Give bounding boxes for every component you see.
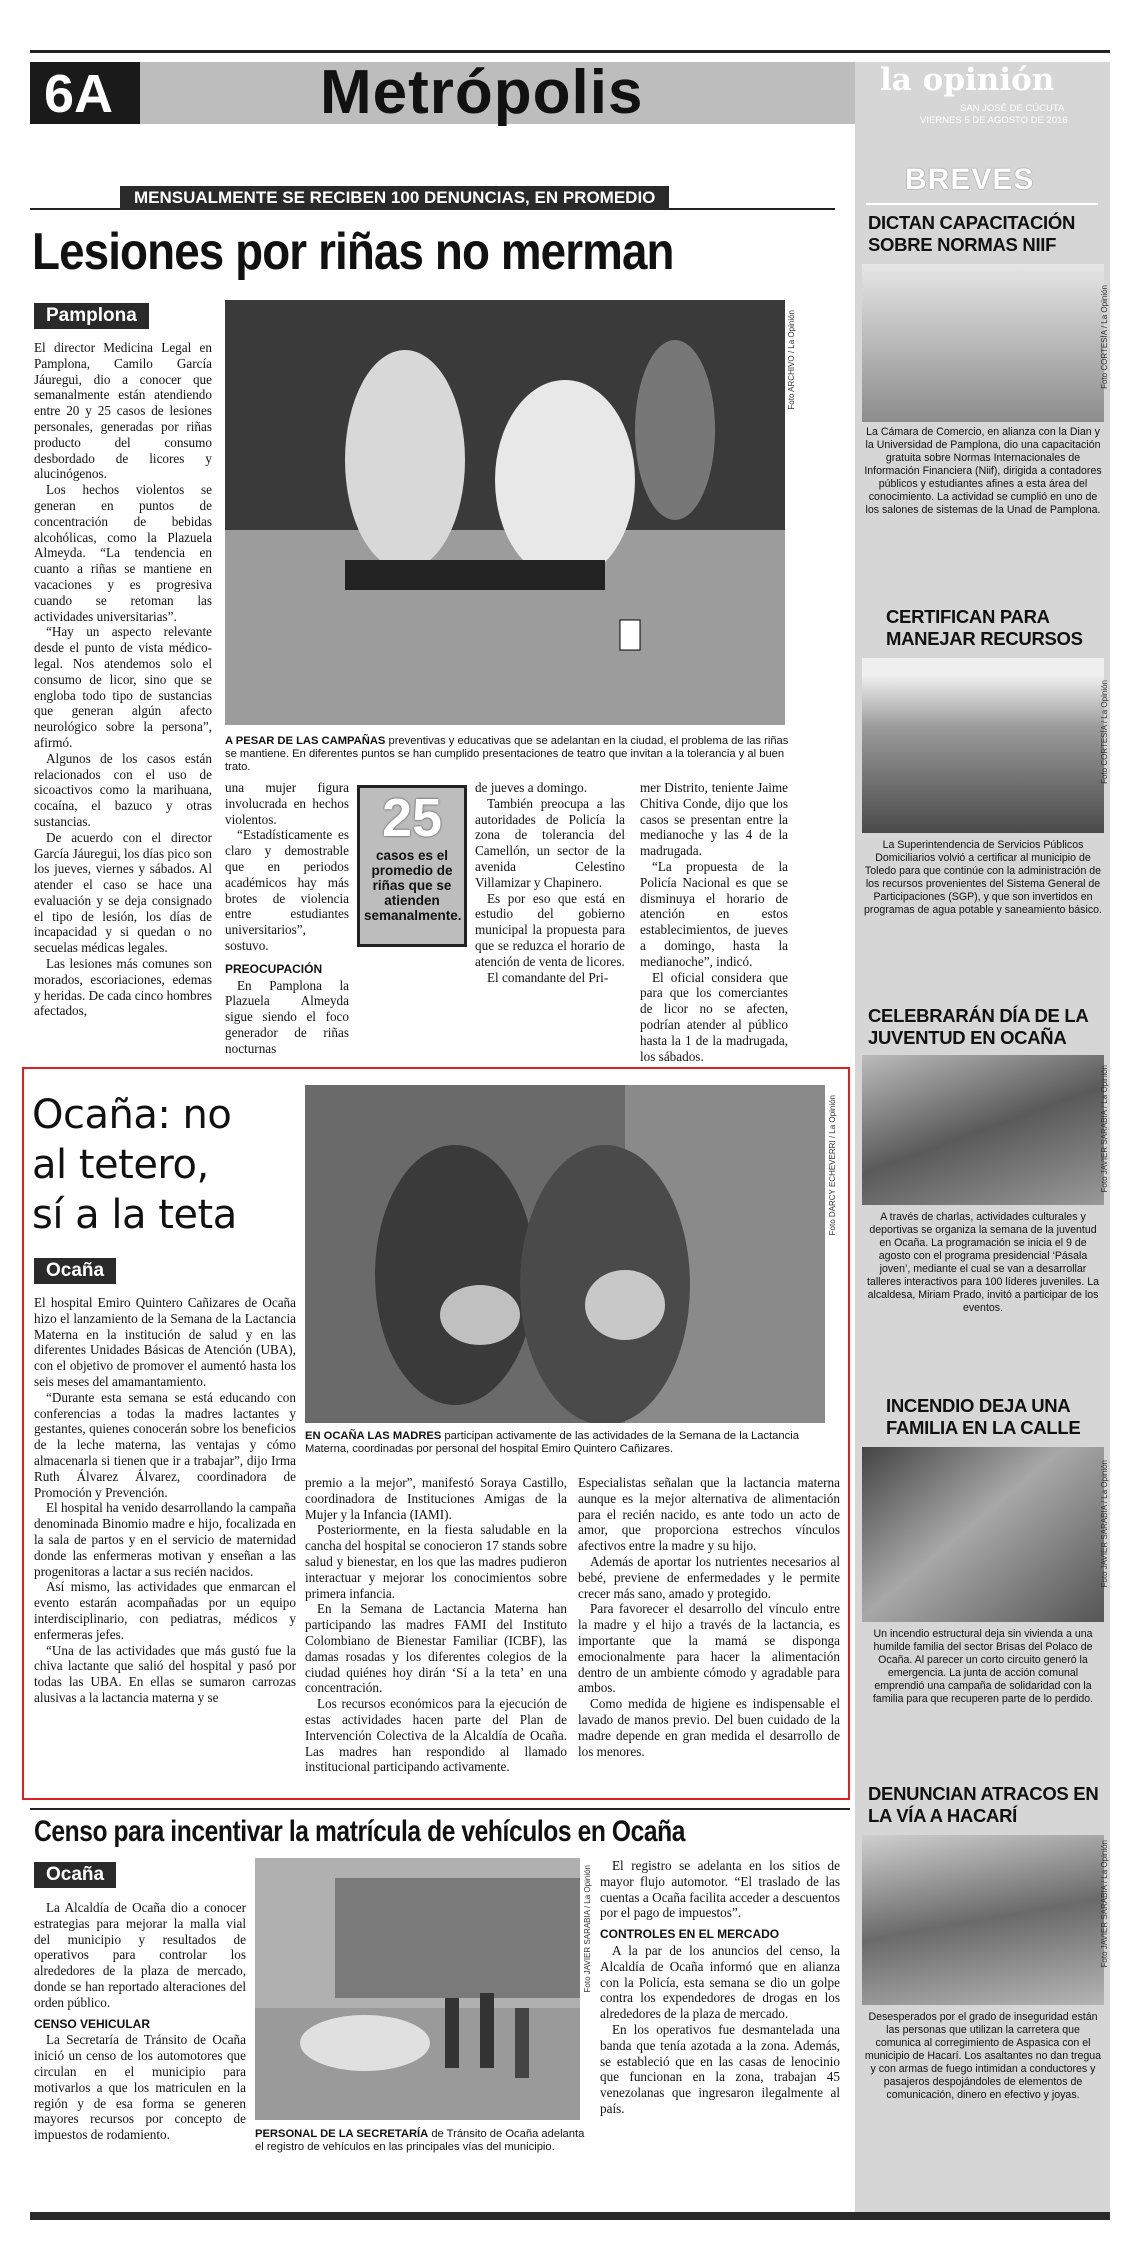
brief-2 <box>862 606 1104 917</box>
brief-2-credit: Foto CORTESÍA / La Opinión <box>1100 680 1109 784</box>
brief-1-text: La Cámara de Comercio, en alianza con la Dian y la Universidad de Pamplona, dio una capacitación gratuita sobre Normas Internacionales de Información Financiera (Niif), dirigida a contadores públicos y estudiantes afines a esta área del conocimiento. La actividad se cumplió en uno de los salones de sistemas de la Unad de Pamplona. <box>864 426 1102 516</box>
sidebar-title: BREVES <box>905 163 1035 196</box>
ocana-col3-p3: Para favorecer el desarrollo del vínculo entre la madre y el hijo a través de la lactancia, es importante que la mamá se disponga emocionalmente para hacer la alimentación dentro de un ambiente cómodo y agradable para ambos. <box>578 1601 840 1696</box>
main-col2-p2: “Estadísticamente es claro y demostrable que en periodos académicos hay más brotes de violencia entre estudiantes universitarios”, sostuvo. <box>225 827 349 953</box>
ocana-col1-p4: Así mismo, las actividades que enmarcan el evento estarán acompañadas por un equipo interdisciplinario, con pediatras, médicos y enfermeras jefes. <box>34 1579 296 1642</box>
ocana-col2-p1: premio a la mejor”, manifestó Soraya Castillo, coordinadora de Instituciones Amigas de la Mujer y la Infancia (IAMI). <box>305 1475 567 1522</box>
stat-box <box>357 785 467 947</box>
censo-col2-p1: El registro se adelanta en los sitios de mayor flujo automotor. “El traslado de las cuentas a Ocaña facilita acceder a descuentos por el pago de impuestos”. <box>600 1858 840 1921</box>
censo-col2-p2: A la par de los anuncios del censo, la Alcaldía de Ocaña informó que en alianza con la Policía, esta semana se dio un golpe contra los expendedores de drogas en los alrededores de la plaza de mercado. <box>600 1942 840 2022</box>
ocana-photo-credit: Foto DARCY ECHEVERRI / La Opinión <box>828 1095 837 1236</box>
stat-number: 25 <box>381 788 443 848</box>
main-col1 <box>34 340 212 1019</box>
brief-1-credit: Foto CORTESÍA / La Opinión <box>1100 285 1109 389</box>
main-col2-p1: una mujer figura involucrada en hechos violentos. <box>225 780 349 827</box>
censo-headline: Censo para incentivar la matrícula de vehículos en Ocaña <box>34 1815 686 1848</box>
ocana-col1-p1: El hospital Emiro Quintero Cañizares de Ocaña hizo el lanzamiento de la Semana de la Lactancia Materna en la institución de salud y en las diferentes Unidades Básicas de Atención (UBA), con el objetivo de promover el aumentó hasta los seis meses del amamantamiento. <box>34 1295 296 1389</box>
ocana-photo <box>305 1085 825 1423</box>
brief-3-text: A través de charlas, actividades culturales y deportivas se organiza la semana de la juventud en Ocaña. La programación se inicia el 9 de agosto con el programa presidencial ‘Pásala joven’, mediante el cual se van a desarrollar talleres interactivos para 100 líderes juveniles. La alcaldesa, Miriam Prado, invitó a participar de los eventos. <box>866 1211 1099 1314</box>
main-photo-scene <box>225 300 785 725</box>
brief-5-text: Desesperados por el grado de inseguridad están las personas que utilizan la carretera que comunica al corregimiento de Aspasica con el municipio de Hacarí. Los asaltantes no dan tregua y con armas de fuego intimidan a conductores y pasajeros despojándoles de elementos de comunicación, dinero en efectivo y joyas. <box>864 2011 1102 2101</box>
censo-photo <box>255 1858 580 2120</box>
ocana-headline-line2: al tetero, <box>32 1142 209 1188</box>
censo-caption-text: de Tránsito de Ocaña adelanta el registro de vehículos en las principales vías del municipio. <box>255 2128 585 2153</box>
edition-city: SAN JOSÉ DE CÚCUTA <box>960 103 1065 114</box>
brief-5-credit: Foto JAVIER SARABIA / La Opinión <box>1100 1840 1109 1968</box>
ocana-headline <box>32 1090 237 1240</box>
main-photo <box>225 300 785 725</box>
brief-1 <box>862 212 1104 517</box>
ocana-col1-p3: El hospital ha venido desarrollando la campaña denominada Binomio madre e hijo, focalizada en la sala de partos y en el servicio de maternidad donde las enfermeras motivan y enseñan a las progenitoras a lactar a sus recién nacidos. <box>34 1500 296 1579</box>
censo-photo-scene <box>255 1858 580 2120</box>
censo-col2-p3: En los operativos fue desmantelada una banda que tenía azotada a la zona. Además, se estableció que en las casas de lenocinio que funcionan en la zona, trabajan 45 venezolanas que ingresaron ilegalmente al país. <box>600 2021 840 2116</box>
main-col4 <box>640 780 788 1064</box>
kicker: MENSUALMENTE SE RECIBEN 100 DENUNCIAS, EN PROMEDIO <box>120 186 669 210</box>
brief-2-photo <box>862 658 1104 833</box>
main-col3-p1: de jueves a domingo. <box>475 780 588 795</box>
main-headline: Lesiones por riñas no merman <box>32 223 674 281</box>
brief-5-title: DENUNCIAN ATRACOS EN LA VÍA A HACARÍ <box>868 1783 1099 1826</box>
brief-4-title: INCENDIO DEJA UNA FAMILIA EN LA CALLE <box>886 1395 1081 1438</box>
ocana-caption-text: participan activamente de las actividades de la Semana de la Lactancia Materna, coordinadas por personal del hospital Emiro Quintero Cañizares. <box>305 1430 799 1455</box>
main-photo-credit: Foto ARCHIVO / La Opinión <box>787 310 796 410</box>
ocana-photo-scene <box>305 1085 825 1423</box>
ocana-photo-caption <box>305 1430 835 1456</box>
censo-caption-lead: PERSONAL DE LA SECRETARÍA <box>255 2128 429 2140</box>
censo-col1 <box>34 1900 246 2143</box>
sidebar-title-rule <box>866 203 1098 205</box>
main-col1-p5: De acuerdo con el director García Jáuregui, los días pico son los jueves, viernes y sábados. Al atender el caso se hace una evaluación y se deja consignado el tipo de lesión, los días de incapacidad y si quedan o no secuelas médicas legales. <box>34 829 212 956</box>
ocana-col1 <box>34 1295 296 1706</box>
ocana-col1-p2: “Durante esta semana se está educando con conferencias a todas la madres lactantes y gestantes, quienes conocerán sobre los beneficios de la leche materna, las ventajas y cómo almacenarla si tienen que ir a trabajar”, dijo Irma Ruth Álvarez Álvarez, coordinadora de Promoción y Prevención. <box>34 1389 296 1500</box>
brief-1-title: DICTAN CAPACITACIÓN SOBRE NORMAS NIIF <box>868 212 1076 255</box>
censo-place-tag: Ocaña <box>34 1862 116 1888</box>
ocana-col2-p3: En la Semana de Lactancia Materna han participando las madres FAMI del Instituto Colombiano de Bienestar Familiar (ICBF), las damas rosadas y los diferentes colegios de la ciudad quiénes hoy dirán ‘Sí a la teta’ en una concentración. <box>305 1601 567 1696</box>
main-place-tag: Pamplona <box>34 303 149 329</box>
ocana-col3-p2: Además de aportar los nutrientes necesarios al bebé, previene de enfermedades y le permite crecer más sano, amado y protegido. <box>578 1553 840 1601</box>
censo-col1-subhead: CENSO VEHICULAR <box>34 2016 151 2031</box>
brief-4-text: Un incendio estructural deja sin vivienda a una humilde familia del sector Brisas del Polaco de Ocaña. Al parecer un corto circuito generó la emergencia. La junta de acción comunal emprendió una campaña de solidaridad con la familia para que recuperen parte de lo perdido. <box>872 1628 1094 1705</box>
brief-3 <box>862 1005 1104 1315</box>
stat-text: casos es el promedio de riñas que se atienden semanalmente. <box>364 848 462 923</box>
ocana-col1-p5: “Una de las actividades que más gustó fue la chiva lactante que salió del hospital y pasó por todas las UBA. En ellas se sumaron carrozas alusivas a la lactancia materna y se <box>34 1642 296 1705</box>
brief-1-photo <box>862 264 1104 422</box>
top-rule <box>30 50 1110 53</box>
censo-col2-subhead: CONTROLES EN EL MERCADO <box>600 1927 780 1942</box>
brand-logo: la opinión <box>880 62 1055 98</box>
main-col2-p3: En Pamplona la Plazuela Almeyda sigue siendo el foco generador de riñas nocturnas <box>225 977 349 1056</box>
page-number: 6A <box>44 64 114 124</box>
ocana-col3-p1: Especialistas señalan que la lactancia materna aunque es la mejor alternativa de alimentación para el recién nacido, es ante todo un acto de amor, que proporciona estrechos vínculos afectivos entre la madre y su hijo. <box>578 1475 840 1554</box>
censo-col2 <box>600 1858 840 2117</box>
edition-date: VIERNES 5 DE AGOSTO DE 2016 <box>920 115 1068 126</box>
section-title: Metrópolis <box>320 58 644 127</box>
main-photo-caption <box>225 735 795 774</box>
main-col3-p4: El comandante del Pri- <box>487 969 609 985</box>
brief-4 <box>862 1395 1104 1706</box>
main-col3-p3: Es por eso que está en estudio del gobierno municipal la propuesta para que se reduzca el horario de atención de venta de licores. <box>475 890 625 969</box>
main-col4-p1: mer Distrito, teniente Jaime Chitiva Conde, dijo que los casos se presentan entre la medianoche y las 4 de la madrugada. <box>640 780 788 859</box>
ocana-col2 <box>305 1475 567 1775</box>
main-col1-p3: “Hay un aspecto relevante desde el punto de vista médico-legal. Nos atendemos solo el consumo de licor, sino que se engloba todo tipo de sustancias que generan algún afecto neurológico sobre la persona”, afirmó. <box>34 624 212 750</box>
censo-photo-credit: Foto JAVIER SARABIA / La Opinión <box>583 1865 592 1993</box>
main-col4-p3: El oficial considera que para que los comerciantes de licor no se afecten, podrían atender al público hasta la 1 de la madrugada, los sábados. <box>640 969 788 1064</box>
ocana-col3-p4: Como medida de higiene es indispensable el lavado de manos previo. Del buen cuidado de la madre depende en gran medida el desarrollo de los menores. <box>578 1696 840 1759</box>
main-caption-lead: A PESAR DE LAS CAMPAÑAS <box>225 735 386 747</box>
censo-rule <box>30 1808 850 1810</box>
brief-4-photo <box>862 1447 1104 1622</box>
brief-3-title: CELEBRARÁN DÍA DE LA JUVENTUD EN OCAÑA <box>868 1005 1088 1048</box>
ocana-col3 <box>578 1475 840 1759</box>
ocana-col2-p2: Posteriormente, en la fiesta saludable en la cancha del hospital se conocieron 17 stands sobre salud y bienestar, en los que las madres pudieron interactuar y mejorar los conocimientos sobre primera infancia. <box>305 1522 567 1601</box>
main-col3-p2: También preocupa a las autoridades de Policía la zona de tolerancia del Camellón, un sector de la avenida Celestino Villamizar y Chapinero. <box>475 795 625 890</box>
main-col2-subhead: PREOCUPACIÓN <box>225 961 323 976</box>
ocana-place-tag: Ocaña <box>34 1258 116 1284</box>
censo-photo-caption <box>255 2128 590 2154</box>
main-col4-p2: “La propuesta de la Policía Nacional es que se disminuya el horario de atención en estos establecimientos, de jueves a domingo, hasta la medianoche”, indicó. <box>640 858 788 969</box>
bottom-rule <box>30 2212 1110 2220</box>
main-col1-p6: Las lesiones más comunes son morados, escoriaciones, edemas y heridas. De cada cinco hombres afectados, <box>34 956 212 1019</box>
censo-col1-p2: La Secretaría de Tránsito de Ocaña inició un censo de los automotores que circulan en el municipio para motivarlos a que los matriculen en la región y de esa forma se generen mayores recursos por concepto de impuestos de rodamiento. <box>34 2032 246 2143</box>
censo-col1-p1: La Alcaldía de Ocaña dio a conocer estrategias para mejorar la malla vial del municipio y resultados de operativos para controlar los alrededores de la plaza de mercado, donde se han reportado alteraciones del orden público. <box>34 1900 246 2010</box>
brief-3-credit: Foto JAVIER SARABIA / La Opinión <box>1100 1065 1109 1193</box>
main-col2 <box>225 780 349 1057</box>
ocana-col2-p4: Los recursos económicos para la ejecución de estas actividades hacen parte del Plan de Intervención Colectiva de la Alcaldía de Ocaña. Las madres han respondido al llamado institucional participando activamente. <box>305 1696 567 1775</box>
brief-5 <box>862 1783 1104 2102</box>
brief-4-credit: Foto JAVIER SARABIA / La Opinión <box>1100 1460 1109 1588</box>
main-col1-p1: El director Medicina Legal en Pamplona, Camilo García Jáuregui, dio a conocer que semanalmente están atendiendo entre 20 y 25 casos de lesiones personales, generadas por riñas producto del consumo desbordado de licores y alucinógenos. <box>34 340 212 482</box>
main-col1-p2: Los hechos violentos se generan en puntos de concentración de bebidas alcohólicas, como la Plazuela Almeyda. “La tendencia en cuanto a riñas se mantiene en vacaciones y es progresiva cuando se retoman las actividades universitarias”. <box>34 482 212 624</box>
ocana-headline-line3: sí a la teta <box>32 1192 237 1238</box>
main-caption-text: preventivas y educativas que se adelantan en la ciudad, el problema de las riñas se mantiene. En diferentes puntos se han cumplido presentaciones de teatro que invitan a la tolerancia y al buen trato. <box>225 735 789 773</box>
main-col1-p4: Algunos de los casos están relacionados con el uso de sicoactivos como la marihuana, cocaína, el bazuco y otras sustancias. <box>34 750 212 829</box>
brief-3-photo <box>862 1055 1104 1205</box>
brief-2-text: La Superintendencia de Servicios Públicos Domiciliarios volvió a certificar al municipio de Toledo para que continúe con la administración de los recursos provenientes del Sistema General de Participaciones (SGP), y que son invertidos en programas de agua potable y saneamiento básico. <box>864 839 1102 916</box>
main-col3 <box>475 780 625 985</box>
ocana-headline-line1: Ocaña: no <box>32 1092 232 1138</box>
brief-5-photo <box>862 1835 1104 2005</box>
ocana-caption-lead: EN OCAÑA LAS MADRES <box>305 1430 442 1442</box>
brief-2-title: CERTIFICAN PARA MANEJAR RECURSOS <box>886 606 1083 649</box>
